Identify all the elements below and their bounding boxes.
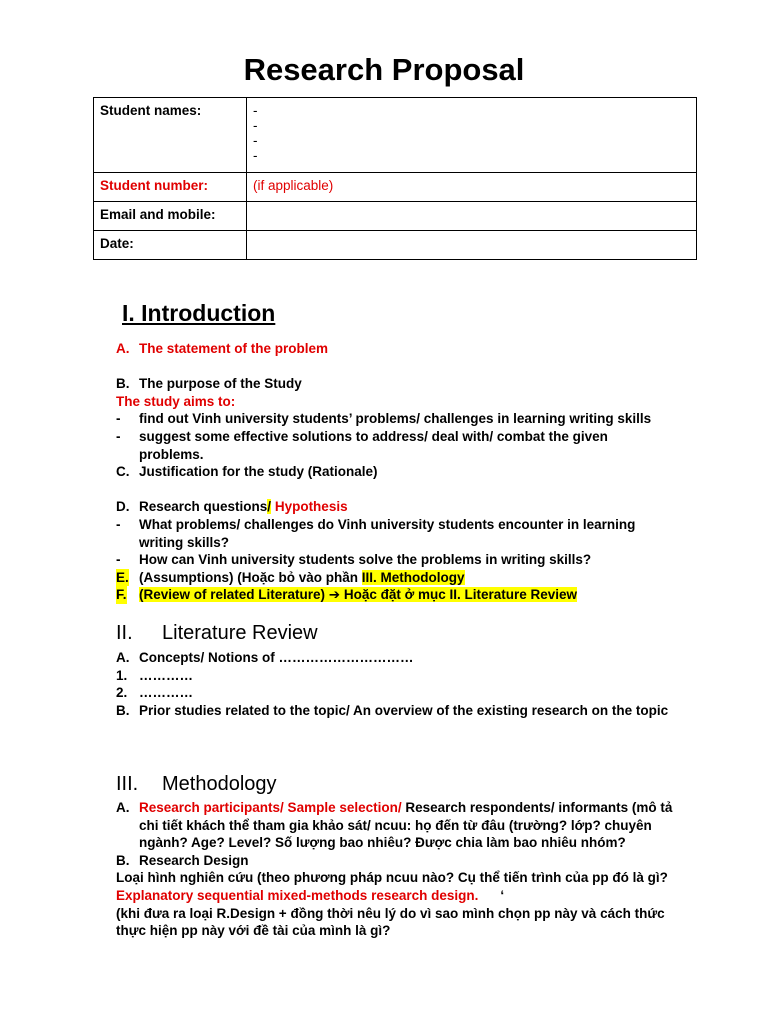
lit-section (116, 649, 676, 719)
date-value (247, 231, 697, 260)
student-names-values: - - - - (247, 98, 697, 173)
research-design-line: Explanatory sequential mixed-methods research design. ‘ (116, 887, 505, 903)
method-item-a: A. Research participants/ Sample selection/ Research respondents/ informants (mô tả chi tiết khách thể tham gia khảo sát/ ncuu: họ đến từ đâu (trường? lớp? chuyên ngành? Age? Level? Số lượng bao nhiêu? Được chia làm bao nhiêu nhóm? (116, 800, 673, 851)
email-label: Email and mobile: (94, 202, 247, 231)
intro-item-a: A. The statement of the problem (116, 341, 329, 356)
research-type-text: Loại hình nghiên cứu (theo phương pháp ncuu nào? Cụ thể tiến trình của pp đó là gì? (116, 870, 668, 886)
lit-item-b: B. Prior studies related to the topic/ An overview of the existing research on the topic (116, 702, 669, 718)
intro-section (116, 340, 676, 604)
lit-subitem: 2. ………… (116, 685, 193, 701)
intro-item-d: D. Research questions/ Hypothesis (116, 499, 348, 515)
student-number-value: (if applicable) (247, 173, 697, 202)
lit-item-a: A. Concepts/ Notions of ………………………… (116, 650, 414, 665)
intro-item-e: E. (Assumptions) (Hoặc bỏ vào phần III. Methodology (116, 569, 465, 585)
intro-heading: I. Introduction (122, 300, 276, 326)
student-info-table (93, 97, 697, 260)
student-names-label: Student names: (94, 98, 247, 173)
lit-heading: II. Literature Review (116, 622, 318, 644)
method-heading: III. Methodology (116, 773, 277, 795)
question-item: - How can Vinh university students solve the problems in writing skills? (116, 552, 592, 568)
document-title: Research Proposal (243, 52, 525, 87)
question-item: - What problems/ challenges do Vinh university students encounter in learning writing skills? (116, 516, 636, 550)
method-item-b: B. Research Design (116, 852, 249, 868)
date-label: Date: (94, 231, 247, 260)
intro-item-b: B. The purpose of the Study (116, 376, 302, 392)
method-section (116, 799, 676, 940)
intro-item-f: F. (Review of related Literature) ➔ Hoặc đặt ở mục II. Literature Review (116, 587, 578, 603)
aim-item: - find out Vinh university students’ problems/ challenges in learning writing skills (116, 411, 652, 427)
aims-label: The study aims to: (116, 393, 236, 409)
design-explanation-text: (khi đưa ra loại R.Design + đồng thời nêu lý do vì sao mình chọn pp này và cách thức thực hiện pp này với đề tài của mình là gì? (116, 905, 665, 939)
lit-subitem: 1. ………… (116, 667, 193, 683)
student-number-label: Student number: (94, 173, 247, 202)
aim-item: - suggest some effective solutions to address/ deal with/ combat the given problems. (116, 428, 608, 462)
email-value (247, 202, 697, 231)
intro-item-c: C. Justification for the study (Rationale) (116, 464, 378, 480)
